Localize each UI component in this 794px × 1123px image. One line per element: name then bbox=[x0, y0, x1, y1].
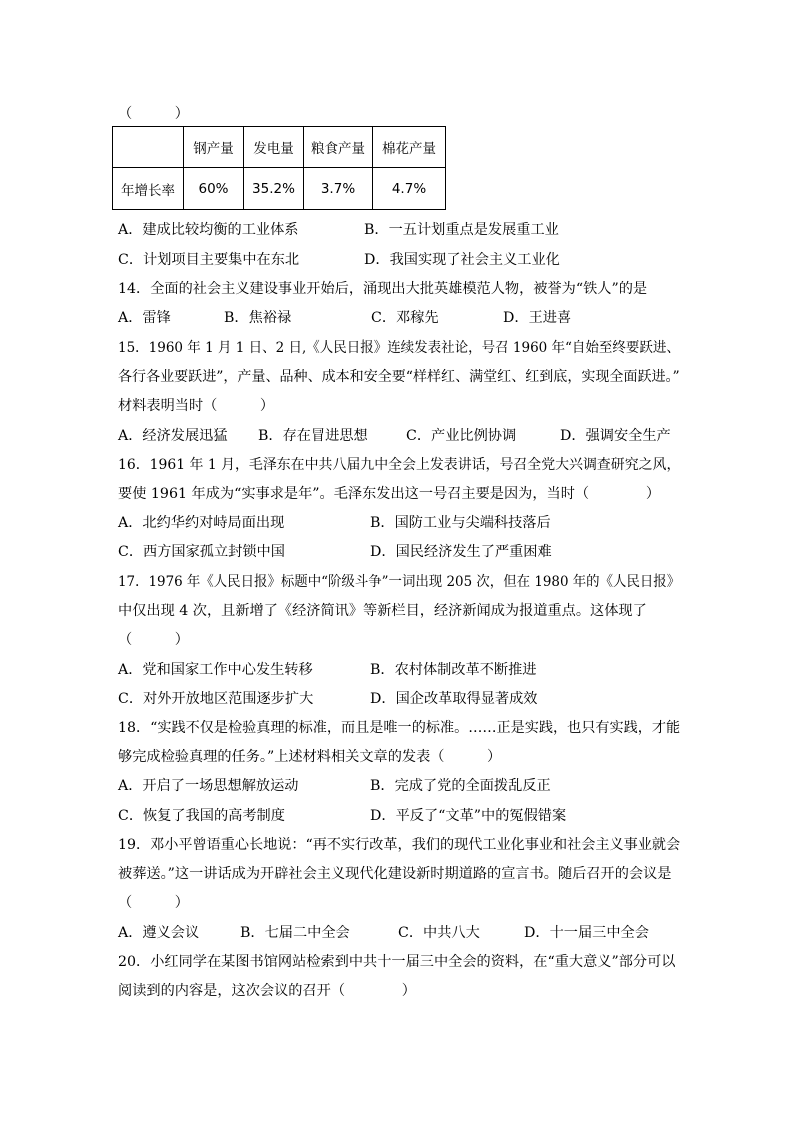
q14-stem: 14．全面的社会主义建设事业开始后，涌现出大批英雄模范人物，被誉为“铁人”的是 bbox=[118, 281, 648, 297]
q13-option-d: D．我国实现了社会主义工业化 bbox=[364, 252, 560, 268]
q16-option-a: A．北约华约对峙局面出现 bbox=[118, 515, 285, 531]
table-corner-cell bbox=[113, 127, 184, 168]
table-cell-cotton: 4.7% bbox=[373, 168, 446, 210]
q15-option-a: A．经济发展迅猛 bbox=[118, 428, 228, 444]
q13-option-b: B．一五计划重点是发展重工业 bbox=[364, 222, 559, 238]
q17-stem-line1: 17．1976 年《人民日报》标题中“阶级斗争”一词出现 205 次，但在 1980 年的《人民日报》 bbox=[118, 574, 681, 590]
q16-stem-line2: 要使 1961 年成为“实事求是年”。毛泽东发出这一号召主要是因为，当时（ ） bbox=[118, 486, 661, 502]
q19-option-c: C．中共八大 bbox=[398, 925, 480, 941]
q15-option-d: D．强调安全生产 bbox=[560, 428, 671, 444]
q19-stem-line3: （ ） bbox=[118, 895, 189, 911]
q13-answer-paren: （ ） bbox=[118, 106, 189, 122]
q14-option-c: C．邓稼先 bbox=[371, 310, 439, 326]
q18-stem-line1: 18．“实践不仅是检验真理的标准，而且是唯一的标准。……正是实践，也只有实践，才能 bbox=[118, 720, 681, 736]
q16-stem-line1: 16．1961 年 1 月，毛泽东在中共八届九中全会上发表讲话，号召全党大兴调查研究之风， bbox=[118, 457, 681, 473]
q15-stem-line2: 各行各业要跃进”，产量、品种、成本和安全要“样样红、满堂红、红到底，实现全面跃进。” bbox=[118, 369, 680, 385]
table-cell-steel: 60% bbox=[184, 168, 244, 210]
q13-option-c: C．计划项目主要集中在东北 bbox=[118, 252, 300, 268]
table-header-row bbox=[113, 127, 446, 168]
q15-stem-line1: 15．1960 年 1 月 1 日、2 日,《人民日报》连续发表社论，号召 1960 年“自始至终要跃进、 bbox=[118, 340, 680, 356]
q16-option-b: B．国防工业与尖端科技落后 bbox=[370, 515, 551, 531]
q18-option-b: B．完成了党的全面拨乱反正 bbox=[370, 778, 551, 794]
q14-option-d: D．王进喜 bbox=[503, 310, 572, 326]
table-header-grain: 粮食产量 bbox=[304, 127, 373, 168]
table-header-power: 发电量 bbox=[244, 127, 304, 168]
q17-option-a: A．党和国家工作中心发生转移 bbox=[118, 662, 313, 678]
q14-option-b: B．焦裕禄 bbox=[224, 310, 292, 326]
table-header-steel: 钢产量 bbox=[184, 127, 244, 168]
table-header-cotton: 棉花产量 bbox=[373, 127, 446, 168]
table-row-label: 年增长率 bbox=[113, 168, 184, 210]
q17-stem-line2: 中仅出现 4 次，且新增了《经济简讯》等新栏目，经济新闻成为报道重点。这体现了 bbox=[118, 603, 647, 619]
q19-stem-line1: 19．邓小平曾语重心长地说：“再不实行改革，我们的现代工业化事业和社会主义事业就会 bbox=[118, 837, 681, 853]
q16-option-c: C．西方国家孤立封锁中国 bbox=[118, 544, 285, 560]
q19-option-b: B．七届二中全会 bbox=[240, 925, 350, 941]
table-cell-power: 35.2% bbox=[244, 168, 304, 210]
q17-option-d: D．国企改革取得显著成效 bbox=[370, 691, 538, 707]
q18-option-a: A．开启了一场思想解放运动 bbox=[118, 778, 299, 794]
q13-option-a: A．建成比较均衡的工业体系 bbox=[118, 222, 299, 238]
q13-growth-table bbox=[112, 126, 446, 210]
q19-option-d: D．十一届三中全会 bbox=[524, 925, 649, 941]
q19-option-a: A．遵义会议 bbox=[118, 925, 200, 941]
q17-stem-line3: （ ） bbox=[118, 632, 189, 648]
q17-option-c: C．对外开放地区范围逐步扩大 bbox=[118, 691, 314, 707]
q16-option-d: D．国民经济发生了严重困难 bbox=[370, 544, 552, 560]
q18-option-c: C．恢复了我国的高考制度 bbox=[118, 808, 285, 824]
table-cell-grain: 3.7% bbox=[304, 168, 373, 210]
q15-option-b: B．存在冒进思想 bbox=[258, 428, 368, 444]
q17-option-b: B．农村体制改革不断推进 bbox=[370, 662, 537, 678]
q14-option-a: A．雷锋 bbox=[118, 310, 171, 326]
q15-option-c: C．产业比例协调 bbox=[406, 428, 517, 444]
q19-stem-line2: 被葬送。”这一讲话成为开辟社会主义现代化建设新时期道路的宣言书。随后召开的会议是 bbox=[118, 866, 672, 882]
q18-stem-line2: 够完成检验真理的任务。”上述材料相关文章的发表（ ） bbox=[118, 749, 502, 765]
q18-option-d: D．平反了“文革”中的冤假错案 bbox=[370, 808, 567, 824]
q20-stem-line1: 20．小红同学在某图书馆网站检索到中共十一届三中全会的资料，在“重大意义”部分可以 bbox=[118, 954, 676, 970]
q20-stem-line2: 阅读到的内容是，这次会议的召开（ ） bbox=[118, 983, 416, 999]
q15-stem-line3: 材料表明当时（ ） bbox=[118, 398, 275, 414]
table-row bbox=[113, 168, 446, 210]
